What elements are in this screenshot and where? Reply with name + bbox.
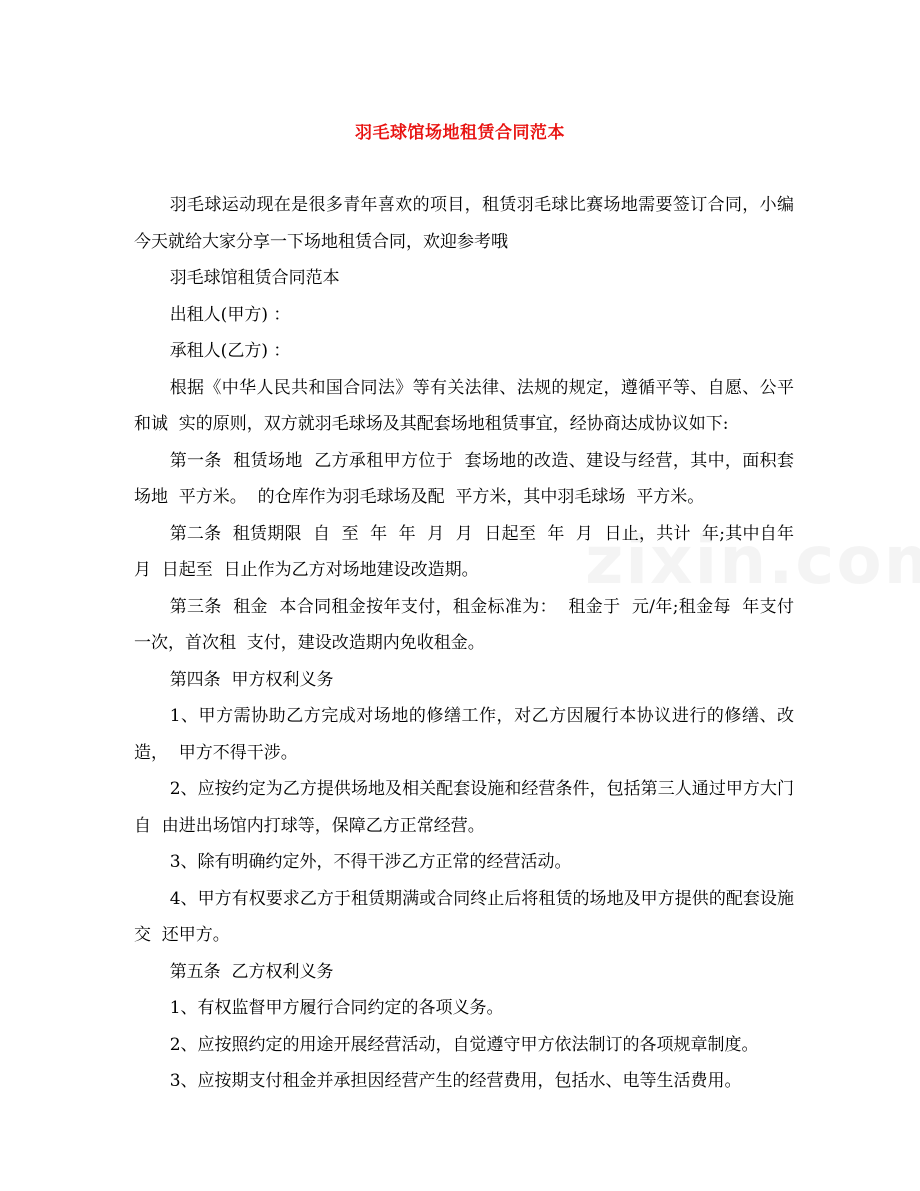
article-4-heading: 第四条 甲方权利义务 — [169, 669, 334, 690]
contract-heading: 羽毛球馆租赁合同范本 — [169, 268, 340, 288]
preamble-paragraph: 根据《中华人民共和国合同法》等有关法律、法规的规定，遵循平等、自愿、公平和诚 实的原则，双方就羽毛球场及其配套场地租赁事宜，经协商达成协议如下: — [134, 377, 794, 434]
article-3-paragraph: 第三条 租金 本合同租金按年支付，租金标准为： 租金于 元/年;租金每 年支付一次，首次租 支付，建设改造期内免收租金。 — [134, 596, 794, 653]
article-5-item-1: 1、有权监督甲方履行合同约定的各项义务。 — [169, 998, 504, 1018]
article-4-item-4: 4、甲方有权要求乙方于租赁期满或合同终止后将租赁的场地及甲方提供的配套设施交 还甲方。 — [134, 888, 794, 945]
lessee-line: 承租人(乙方) ： — [169, 341, 291, 361]
document-title: 羽毛球馆场地租赁合同范本 — [355, 123, 565, 143]
intro-paragraph: 羽毛球运动现在是很多青年喜欢的项目，租赁羽毛球比赛场地需要签订合同，小编今天就给大家分享一下场地租赁合同，欢迎参考哦 — [134, 195, 794, 252]
document-body — [134, 187, 805, 1100]
article-5-item-2: 2、应按照约定的用途开展经营活动，自觉遵守甲方依法制订的各项规章制度。 — [169, 1034, 759, 1055]
lessor-line: 出租人(甲方) ： — [169, 304, 291, 325]
article-4-item-2: 2、应按约定为乙方提供场地及相关配套设施和经营条件，包括第三人通过甲方大门自 由进出场馆内打球等，保障乙方正常经营。 — [134, 779, 794, 836]
article-4-item-3: 3、除有明确约定外，不得干涉乙方正常的经营活动。 — [169, 852, 572, 872]
article-4-item-1: 1、甲方需协助乙方完成对场地的修缮工作，对乙方因履行本协议进行的修缮、改造， 甲方不得干涉。 — [134, 706, 794, 763]
article-5-item-3: 3、应按期支付租金并承担因经营产生的经营费用，包括水、电等生活费用。 — [169, 1071, 742, 1091]
article-5-heading: 第五条 乙方权利义务 — [169, 961, 334, 982]
article-1-paragraph: 第一条 租赁场地 乙方承租甲方位于 套场地的改造、建设与经营，其中，面积套场地 平方米。 的仓库作为羽毛球场及配 平方米，其中羽毛球场 平方米。 — [134, 450, 794, 507]
article-2-paragraph: 第二条 租赁期限 自 至 年 年 月 月 日起至 年 月 日止，共计 年;其中自年 月 日起至 日止作为乙方对场地建设改造期。 — [134, 523, 805, 580]
watermark — [585, 522, 920, 599]
